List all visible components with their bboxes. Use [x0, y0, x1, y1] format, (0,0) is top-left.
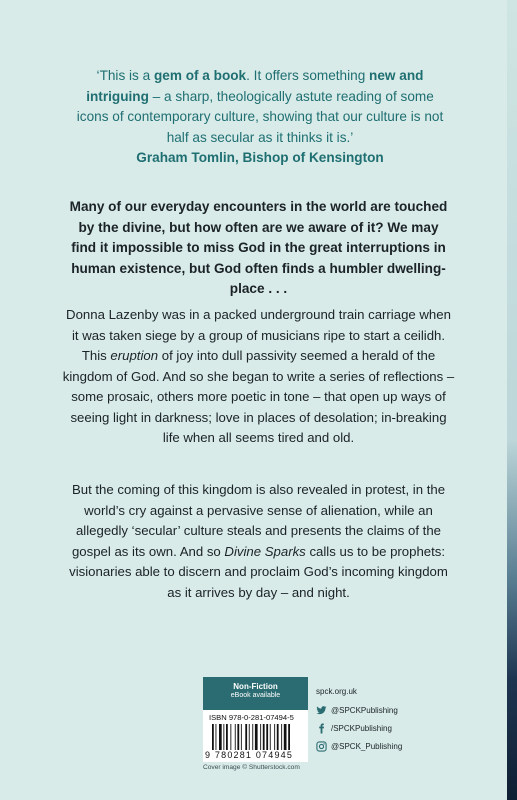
- body-paragraph-1: [62, 305, 455, 449]
- instagram-icon: [316, 741, 327, 752]
- barcode-bars: [212, 724, 300, 750]
- twitter-handle[interactable]: @SPCKPublishing: [331, 705, 398, 715]
- instagram-handle[interactable]: @SPCK_Publishing: [331, 741, 403, 751]
- category-sticker: [203, 677, 308, 710]
- twitter-icon: [316, 705, 327, 716]
- facebook-icon: [316, 723, 327, 734]
- website-link[interactable]: spck.org.uk: [316, 687, 357, 696]
- ebook-label: eBook available: [230, 692, 281, 699]
- category-label: Non-Fiction: [233, 682, 278, 691]
- cover-image-edge: [507, 0, 517, 800]
- quote-highlight: gem of a book: [153, 68, 247, 83]
- quote-text: – a sharp, theologically astute reading of some icons of contemporary culture, showing that our culture is not half as secular as it thinks it is.’: [76, 88, 444, 145]
- intro-paragraph: Many of our everyday encounters in the world are touched by the divine, but how often are we aware of it? We may find it impossible to miss God in the great interruptions in human existence, but God often finds a humbler dwelling-place . . .: [69, 199, 448, 296]
- quote-attribution: Graham Tomlin, Bishop of Kensington: [136, 150, 384, 165]
- twitter-row[interactable]: [316, 701, 402, 719]
- isbn-label: ISBN 978-0-281-07494-5: [209, 713, 294, 722]
- paragraph-text: calls us to be prophets: visionaries able to discern and proclaim God’s incoming kingdom as it arrives by day – and night.: [69, 543, 448, 600]
- paragraph-text: Donna Lazenby was in a packed underground train carriage when it was taken siege by a group of musicians ripe to start a ceilidh. This: [66, 307, 451, 363]
- facebook-row[interactable]: [316, 719, 402, 737]
- website-row[interactable]: [316, 684, 402, 699]
- paragraph-text: But the coming of this kingdom is also revealed in protest, in the world’s cry against a pervasive sense of alienation, while an allegedly ‘secular’ culture steals and presents the claims of the gospel as its own. And so: [71, 482, 446, 559]
- paragraph-text: of joy into dull passivity seemed a herald of the kingdom of God. And so she began to write a series of reflections – some prosaic, others more poetic in tone – that open up ways of seeing light in darkness; love in places of desolation; in-breaking life when all seems tired and old.: [62, 348, 455, 445]
- quote-text: ‘This is a: [96, 68, 154, 83]
- barcode-box: [203, 710, 308, 762]
- quote-text: . It offers something: [246, 68, 370, 83]
- cover-credit: Cover image © Shutterstock.com: [203, 764, 300, 771]
- endorsement-quote: [70, 66, 450, 169]
- barcode-number: 9 780281 074945: [205, 750, 294, 760]
- publisher-contacts: [316, 684, 402, 755]
- body-paragraph-2: [62, 480, 455, 603]
- instagram-row[interactable]: [316, 737, 402, 755]
- quote-highlight: new and intriguing: [86, 68, 424, 104]
- facebook-handle[interactable]: /SPCKPublishing: [331, 723, 392, 733]
- book-title-emphasis: Divine Sparks: [224, 543, 306, 559]
- paragraph-emphasis: eruption: [110, 348, 159, 363]
